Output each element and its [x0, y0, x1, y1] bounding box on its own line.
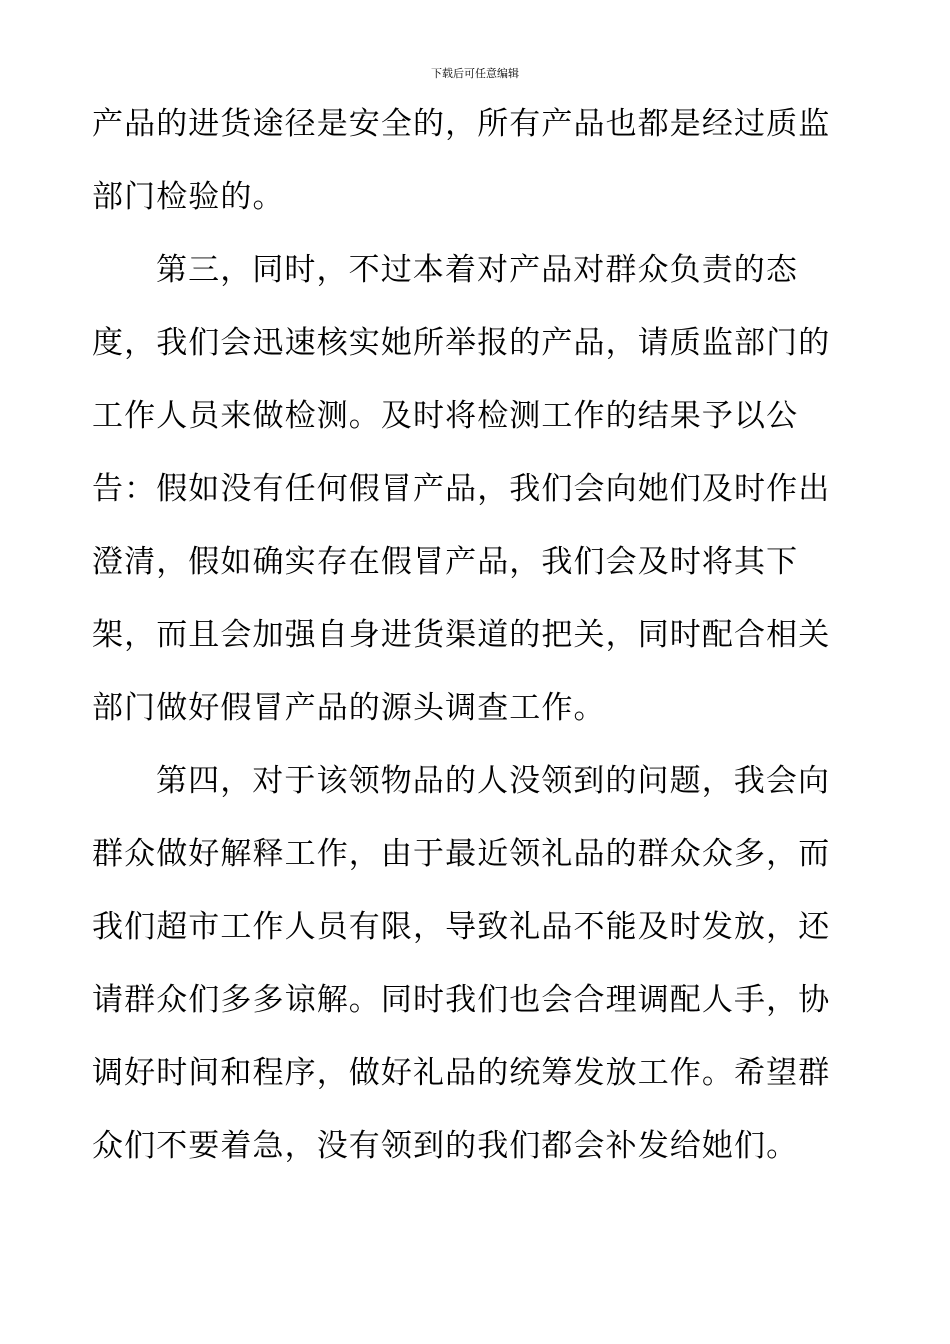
paragraph-2: 第三，同时，不过本着对产品对群众负责的态度，我们会迅速核实她所举报的产品，请质监部门的工作人员来做检测。及时将检测工作的结果予以公告：假如没有任何假冒产品，我们会向她们及时作出澄清，假如确实存在假冒产品，我们会及时将其下架，而且会加强自身进货渠道的把关，同时配合相关部门做好假冒产品的源头调查工作。 [92, 252, 831, 726]
document-body [92, 88, 858, 1183]
paragraph-1: 产品的进货途径是安全的，所有产品也都是经过质监部门检验的。 [92, 106, 831, 215]
page-header: 下载后可任意编辑 [431, 67, 519, 80]
paragraph-3: 第四，对于该领物品的人没领到的问题，我会向群众做好解释工作，由于最近领礼品的群众众多，而我们超市工作人员有限，导致礼品不能及时发放，还请群众们多多谅解。同时我们也会合理调配人手，协调好时间和程序，做好礼品的统筹发放工作。希望群众们不要着急，没有领到的我们都会补发给她们。 [92, 763, 831, 1164]
